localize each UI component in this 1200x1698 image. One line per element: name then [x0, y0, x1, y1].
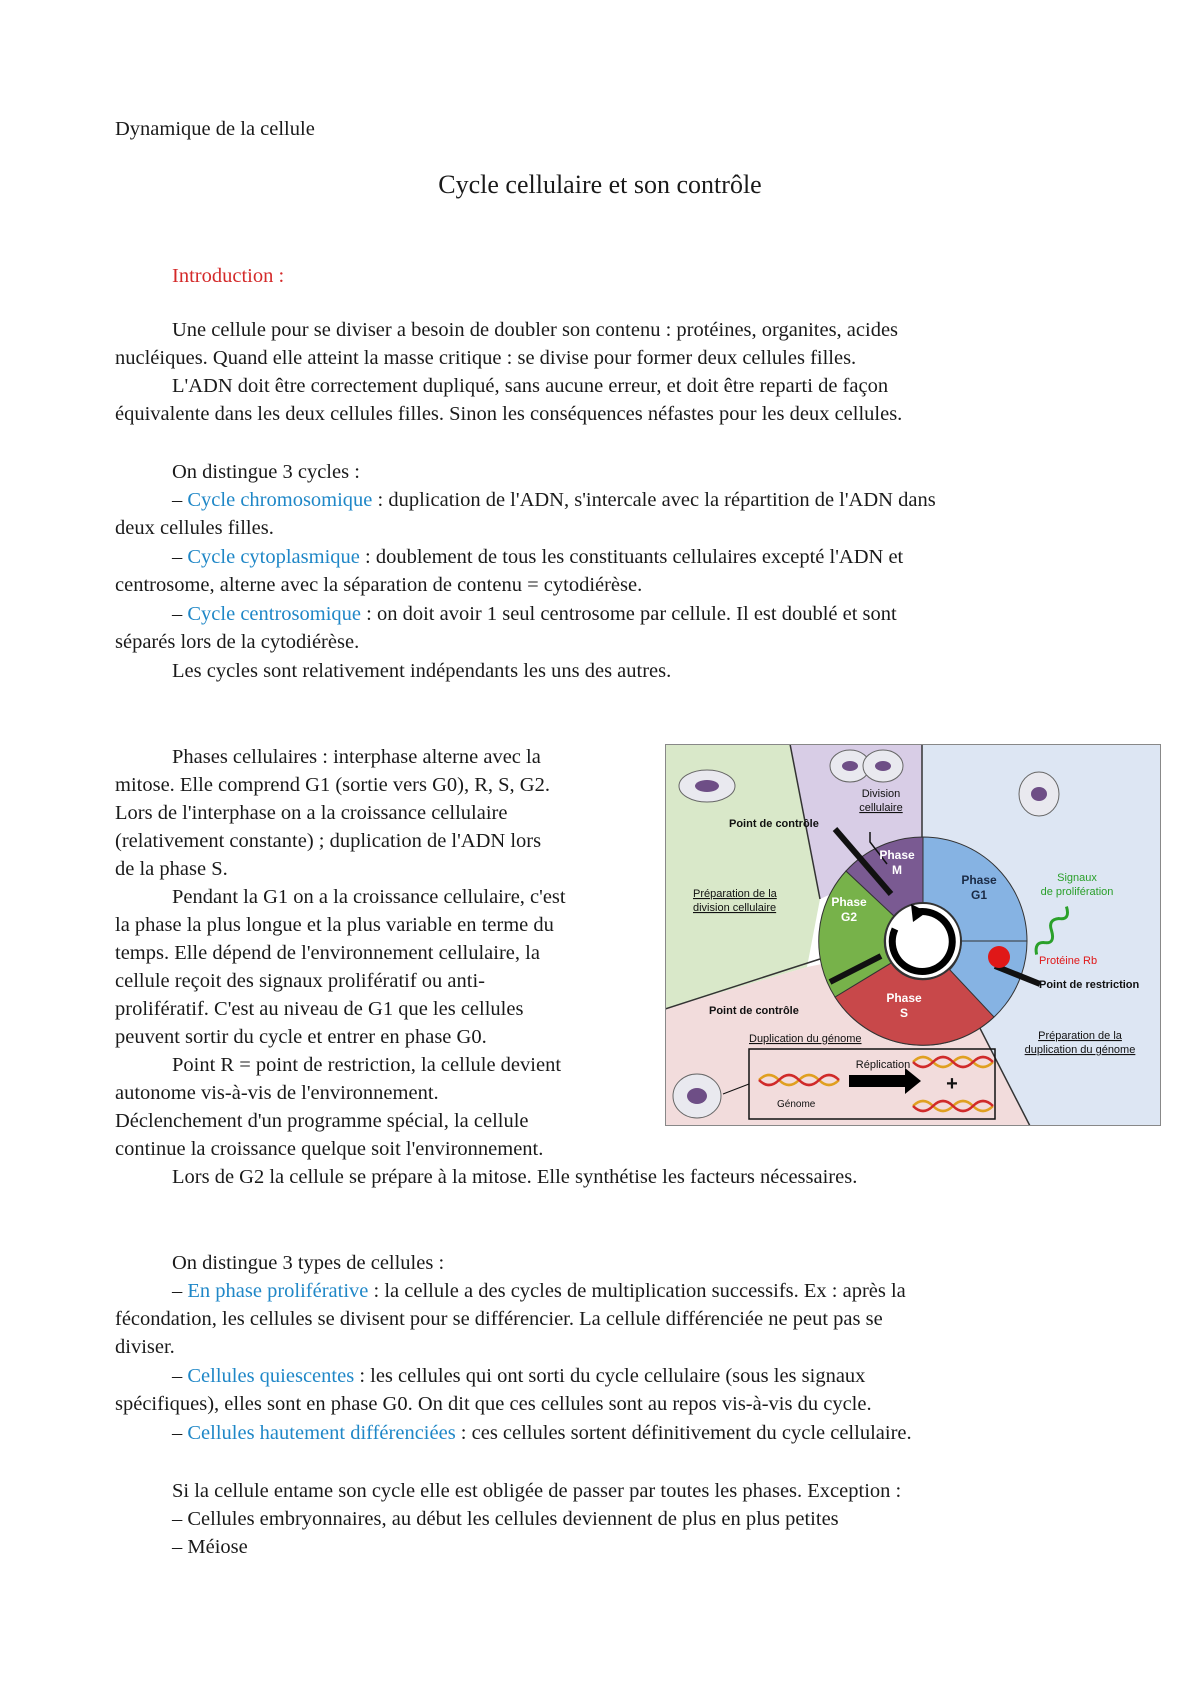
cell-icon	[679, 770, 735, 802]
phase-s-label-2: S	[899, 1006, 909, 1020]
type-item-differenciees: – Cellules hautement différenciées : ces cellules sortent définitivement du cycle cellulaire.	[172, 1422, 912, 1444]
dup-genome-label: Duplication du génome	[749, 1033, 862, 1045]
document-header: Dynamique de la cellule	[115, 118, 315, 140]
genome-label: Génome	[777, 1099, 816, 1110]
replication-label: Réplication	[855, 1059, 911, 1071]
phases-line: Lors de l'interphase on a la croissance cellulaire	[115, 802, 508, 824]
type-item-proliferative: – En phase proliférative : la cellule a des cycles de multiplication successifs. Ex : après la	[172, 1280, 906, 1302]
type-term: Cellules quiescentes	[187, 1365, 355, 1387]
cycles-independence: Les cycles sont relativement indépendants les uns des autres.	[172, 660, 672, 682]
cycle-term: Cycle cytoplasmique	[187, 546, 360, 568]
cycle-item-centrosomique: – Cycle centrosomique : on doit avoir 1 seul centrosome par cellule. Il est doublé et sont	[172, 603, 897, 625]
cycle-term: Cycle centrosomique	[187, 603, 362, 625]
cell-cycle-figure	[665, 744, 1161, 1126]
cycles-heading: On distingue 3 cycles :	[172, 461, 360, 483]
phases-line: la phase la plus longue et la plus variable en terme du	[115, 914, 554, 936]
prep-dup-label-2: duplication du génome	[1024, 1044, 1136, 1056]
type-item-cont: diviser.	[115, 1336, 175, 1358]
prep-dup-label-1: Préparation de la	[1038, 1030, 1122, 1042]
checkpoint-label-bottom: Point de contrôle	[709, 1005, 799, 1017]
phase-s-label-1: Phase	[886, 991, 922, 1005]
division-label-1: Division	[861, 788, 901, 800]
cycle-item-cytoplasmique: – Cycle cytoplasmique : doublement de tous les constituants cellulaires excepté l'ADN et	[172, 546, 904, 568]
cycle-item-cont: séparés lors de la cytodiérèse.	[115, 631, 360, 653]
intro-line: L'ADN doit être correctement dupliqué, sans aucune erreur, et doit être reparti de façon	[172, 375, 889, 397]
phase-g2-label-1: Phase	[831, 895, 867, 909]
type-item-cont: fécondation, les cellules se divisent pour se différencier. La cellule différenciée ne peut pas se	[115, 1308, 883, 1330]
protein-rb-icon	[988, 946, 1010, 968]
cell-cycle-ring	[819, 837, 1027, 1045]
plus-sign: +	[946, 1073, 958, 1095]
type-term: Cellules hautement différenciées	[187, 1422, 456, 1444]
phases-line: Pendant la G1 on a la croissance cellulaire, c'est	[172, 886, 566, 908]
phase-g1-label-1: Phase	[961, 873, 997, 887]
phases-line: continue la croissance quelque soit l'environnement.	[115, 1138, 544, 1160]
exception-line: – Cellules embryonnaires, au début les cellules deviennent de plus en plus petites	[172, 1508, 839, 1530]
intro-heading: Introduction :	[172, 265, 285, 287]
phase-m-label-2: M	[892, 863, 902, 877]
phases-line: temps. Elle dépend de l'environnement cellulaire, la	[115, 942, 540, 964]
type-term: En phase proliférative	[187, 1280, 369, 1302]
cycle-term: Cycle chromosomique	[187, 489, 373, 511]
phases-line: peuvent sortir du cycle et entrer en phase G0.	[115, 1026, 487, 1048]
intro-line: équivalente dans les deux cellules filles. Sinon les conséquences néfastes pour les deux cellules.	[115, 403, 903, 425]
phases-line: de la phase S.	[115, 858, 228, 880]
phases-line: Phases cellulaires : interphase alterne avec la	[172, 746, 541, 768]
cell-icon	[673, 1074, 721, 1118]
signals-label-1: Signaux	[1057, 872, 1097, 884]
phases-line: Lors de G2 la cellule se prépare à la mitose. Elle synthétise les facteurs nécessaires.	[172, 1166, 858, 1188]
type-item-quiescentes: – Cellules quiescentes : les cellules qui ont sorti du cycle cellulaire (sous les signaux	[172, 1365, 866, 1387]
prep-division-label-1: Préparation de la	[693, 888, 777, 900]
cycle-item-cont: deux cellules filles.	[115, 517, 274, 539]
cell-icon	[1019, 772, 1059, 816]
document-title: Cycle cellulaire et son contrôle	[438, 170, 762, 199]
intro-line: nucléiques. Quand elle atteint la masse critique : se divise pour former deux cellules filles.	[115, 347, 857, 369]
svg-text:Division	[862, 788, 901, 800]
checkpoint-label-top: Point de contrôle	[729, 818, 819, 830]
type-item-cont: spécifiques), elles sont en phase G0. On dit que ces cellules sont au repos vis-à-vis du cycle.	[115, 1393, 872, 1415]
cycle-item-cont: centrosome, alterne avec la séparation de contenu = cytodiérèse.	[115, 574, 643, 596]
cycle-item-chromosomique: – Cycle chromosomique : duplication de l'ADN, s'intercale avec la répartition de l'ADN dans	[172, 489, 936, 511]
exception-line: – Méiose	[172, 1536, 248, 1558]
phase-m-label-1: Phase	[879, 848, 915, 862]
phases-line: Déclenchement d'un programme spécial, la cellule	[115, 1110, 529, 1132]
phase-g1-label-2: G1	[970, 888, 988, 902]
protein-rb-label: Protéine Rb	[1039, 955, 1098, 967]
signals-label-2: de prolifération	[1040, 886, 1114, 898]
exception-line: Si la cellule entame son cycle elle est obligée de passer par toutes les phases. Exception :	[172, 1480, 902, 1502]
phases-line: autonome vis-à-vis de l'environnement.	[115, 1082, 439, 1104]
division-label-2: cellulaire	[859, 802, 903, 814]
phases-line: mitose. Elle comprend G1 (sortie vers G0), R, S, G2.	[115, 774, 550, 796]
phase-g2-label-2: G2	[840, 910, 858, 924]
intro-line: Une cellule pour se diviser a besoin de doubler son contenu : protéines, organites, acides	[172, 319, 899, 341]
svg-text:cellulaire	[859, 802, 902, 814]
prep-division-label-2: division cellulaire	[693, 902, 777, 914]
phases-line: prolifératif. C'est au niveau de G1 que les cellules	[115, 998, 524, 1020]
cell-cycle-diagram	[665, 744, 1161, 1126]
phases-line: Point R = point de restriction, la cellule devient	[172, 1054, 562, 1076]
types-heading: On distingue 3 types de cellules :	[172, 1252, 445, 1274]
restriction-point-label: Point de restriction	[1039, 979, 1140, 991]
phases-line: (relativement constante) ; duplication de l'ADN lors	[115, 830, 542, 852]
phases-line: cellule reçoit des signaux prolifératif ou anti-	[115, 970, 486, 992]
